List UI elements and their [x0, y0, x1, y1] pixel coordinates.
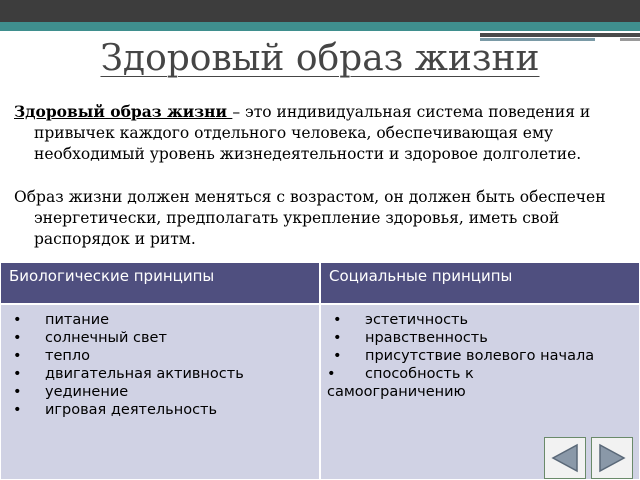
bio-cell [0, 304, 320, 480]
lifestyle-paragraph: Образ жизни должен меняться с возрастом, он должен быть обеспечен энергетически, предполагать укрепление здоровья, иметь свой распорядок и ритм. [14, 188, 606, 248]
list-item: • нравственность [327, 329, 633, 347]
list-item: • присутствие волевого начала [327, 347, 633, 365]
next-slide-button[interactable] [591, 437, 633, 479]
soc-header: Социальные принципы [320, 262, 640, 304]
list-item-text: самоограничению [327, 384, 466, 400]
top-dark-bar [0, 0, 640, 22]
soc-list [327, 311, 633, 401]
list-item: • игровая деятельность [7, 401, 313, 419]
list-item: • уединение [7, 383, 313, 401]
definition-term: Здоровый образ жизни [14, 102, 233, 121]
bio-header: Биологические принципы [0, 262, 320, 304]
definition-paragraph [14, 101, 640, 165]
list-item: • двигательная активность [7, 365, 313, 383]
triangle-left-icon [549, 442, 581, 474]
list-item: • питание [7, 311, 313, 329]
list-item: • солнечный свет [7, 329, 313, 347]
slide-title: Здоровый образ жизни [100, 38, 540, 79]
list-item: • способность к самоограничению [327, 366, 474, 400]
top-teal-bar [0, 22, 640, 31]
list-item: • эстетичность [327, 311, 633, 329]
bio-list [7, 311, 313, 419]
accent-line [480, 33, 640, 37]
list-item-text: способность к [365, 366, 474, 382]
list-item: • тепло [7, 347, 313, 365]
prev-slide-button[interactable] [544, 437, 586, 479]
definition-text: – это индивидуальная система поведения и привычек каждого отдельного человека, обеспечивающая ему необходимый уровень жизнедеятельности и здоровое долголетие. [34, 103, 591, 163]
triangle-right-icon [596, 442, 628, 474]
